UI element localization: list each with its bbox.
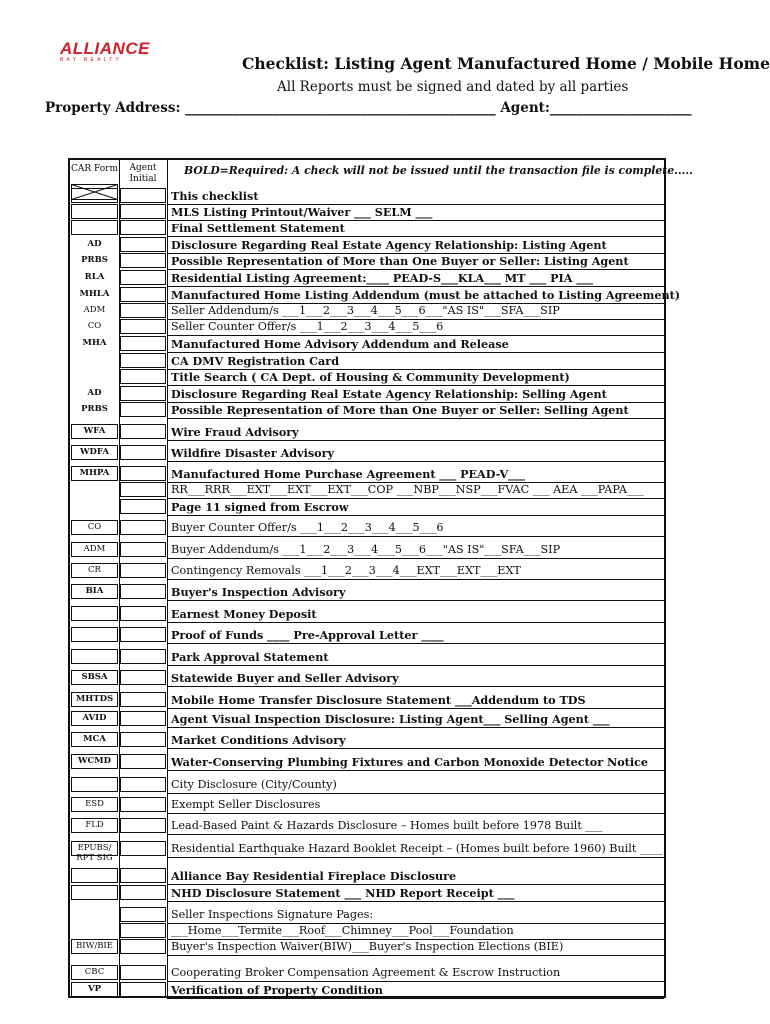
checklist-item: Wildfire Disaster Advisory — [171, 446, 335, 460]
agent-initial-box[interactable] — [120, 445, 166, 460]
car-form-code: PRBS — [81, 255, 108, 265]
logo-tagline: BAY REALTY — [60, 57, 123, 63]
checklist-item: Title Search ( CA Dept. of Housing & Community Development) — [171, 370, 570, 384]
car-form-code: VP — [88, 984, 101, 994]
car-form-box — [71, 982, 118, 997]
car-form-box — [71, 188, 118, 203]
car-form-code: ESD — [85, 799, 104, 809]
checklist-item: Water-Conserving Plumbing Fixtures and Carbon Monoxide Detector Notice — [171, 755, 649, 769]
row-separator — [167, 579, 664, 580]
checklist-item: Alliance Bay Residential Fireplace Disclosure — [171, 869, 457, 883]
car-form-box — [71, 885, 118, 900]
car-form-code: ADM — [83, 305, 106, 315]
checklist-item: Final Settlement Statement — [171, 221, 345, 235]
car-form-code: CO — [87, 321, 102, 331]
row-separator — [167, 622, 664, 623]
checklist-item: Manufactured Home Advisory Addendum and Release — [171, 337, 509, 351]
row-separator — [167, 440, 664, 441]
row-separator — [167, 770, 664, 771]
property-address-line: Property Address: ______________________________________________ Agent:_____________________ — [45, 100, 692, 116]
agent-initial-box[interactable] — [120, 606, 166, 621]
agent-initial-box[interactable] — [120, 220, 166, 235]
agent-initial-box[interactable] — [120, 353, 166, 368]
checklist-table — [68, 158, 693, 998]
checklist-item: Buyer's Inspection Advisory — [171, 585, 346, 599]
checklist-item: Possible Representation of More than One Buyer or Seller: Selling Agent — [171, 403, 629, 417]
car-form-box — [71, 563, 118, 578]
car-form-code: WCMD — [77, 756, 112, 766]
car-form-code: WFA — [83, 426, 106, 436]
agent-initial-box[interactable] — [120, 336, 166, 351]
car-form-box — [71, 797, 118, 812]
agent-initial-box[interactable] — [120, 818, 166, 833]
checklist-item: Cooperating Broker Compensation Agreement & Escrow Instruction — [171, 966, 561, 979]
checklist-item: Residential Earthquake Hazard Booklet Receipt – (Homes built before 1960) Built ____ — [171, 842, 663, 855]
checklist-item: Verification of Property Condition — [171, 983, 383, 997]
agent-initial-box[interactable] — [120, 188, 166, 203]
car-form-code: AD — [87, 239, 102, 249]
agent-initial-box[interactable] — [120, 563, 166, 578]
row-separator — [167, 686, 664, 687]
checklist-item: Residential Listing Agreement:____ PEAD-S___KLA___ MT ___ PIA ___ — [171, 271, 594, 285]
car-form-code: RLA — [84, 272, 105, 282]
logo-name: ALLIANCE — [60, 39, 150, 58]
agent-initial-box[interactable] — [120, 520, 166, 535]
checklist-item: Seller Addendum/s ___1___2___3___4___5___6___"AS IS"___SFA___SIP — [171, 304, 560, 317]
checklist-item: Market Conditions Advisory — [171, 733, 346, 747]
agent-initial-box[interactable] — [120, 303, 166, 318]
agent-initial-box[interactable] — [120, 965, 166, 980]
agent-initial-box[interactable] — [120, 466, 166, 481]
checklist-item: Agent Visual Inspection Disclosure: Listing Agent___ Selling Agent ___ — [171, 712, 610, 726]
row-separator — [167, 461, 664, 462]
agent-initial-box[interactable] — [120, 939, 166, 954]
checklist-item: Proof of Funds ____ Pre-Approval Letter ____ — [171, 628, 444, 642]
checklist-item: MLS Listing Printout/Waiver ___ SELM ___ — [171, 205, 433, 219]
agent-initial-box[interactable] — [120, 907, 166, 922]
row-separator — [167, 600, 664, 601]
row-separator — [167, 901, 664, 902]
checklist-item: Buyer Counter Offer/s ___1___2___3___4___5___6 — [171, 521, 444, 534]
agent-initial-box[interactable] — [120, 482, 166, 497]
agent-initial-box[interactable] — [120, 204, 166, 219]
row-separator — [167, 834, 664, 835]
checklist-item: Buyer Addendum/s ___1___2___3___4___5___6___"AS IS"___SFA___SIP — [171, 543, 561, 556]
checklist-item: Wire Fraud Advisory — [171, 425, 299, 439]
row-separator — [167, 286, 664, 287]
car-form-box — [71, 466, 118, 481]
row-separator — [167, 418, 664, 419]
row-separator — [167, 884, 664, 885]
car-form-box — [71, 627, 118, 642]
page-title: Checklist: Listing Agent Manufactured Home / Mobile Home — [242, 54, 770, 73]
checklist-item: Seller Counter Offer/s ___1___2___3___4___5___6 — [171, 320, 444, 333]
car-form-box — [71, 868, 118, 883]
car-form-code: AVID — [82, 713, 107, 723]
row-separator — [167, 727, 664, 728]
car-form-box — [71, 939, 118, 954]
agent-initial-box[interactable] — [120, 319, 166, 334]
car-form-box — [71, 220, 118, 235]
checklist-item: Disclosure Regarding Real Estate Agency Relationship: Listing Agent — [171, 238, 607, 252]
agent-initial-box[interactable] — [120, 754, 166, 769]
checklist-item: Buyer's Inspection Waiver(BIW)___Buyer's Inspection Elections (BIE) — [171, 940, 564, 953]
car-form-code: MCA — [83, 734, 106, 744]
car-form-code: AD — [87, 388, 102, 398]
car-form-code: CO — [87, 522, 102, 532]
checklist-item: Seller Inspections Signature Pages: — [171, 908, 374, 921]
page-subtitle: All Reports must be signed and dated by all parties — [277, 79, 629, 95]
checklist-item: Park Approval Statement — [171, 650, 329, 664]
row-separator — [167, 558, 664, 559]
agent-initial-box[interactable] — [120, 253, 166, 268]
checklist-item: City Disclosure (City/County) — [171, 778, 337, 791]
car-form-box — [71, 732, 118, 747]
car-form-box — [71, 649, 118, 664]
car-form-code: WDFA — [79, 447, 110, 457]
car-form-box — [71, 424, 118, 439]
row-separator — [167, 955, 664, 956]
agent-initial-box[interactable] — [120, 237, 166, 252]
alliance-logo — [60, 40, 156, 63]
checklist-item: Disclosure Regarding Real Estate Agency Relationship: Selling Agent — [171, 387, 607, 401]
car-form-code: BIA — [85, 586, 104, 596]
car-form-code: MHTDS — [75, 694, 114, 704]
car-form-box — [71, 841, 118, 856]
agent-initial-box[interactable] — [120, 692, 166, 707]
checklist-item: Mobile Home Transfer Disclosure Statement ___Addendum to TDS — [171, 693, 586, 707]
car-form-box — [71, 692, 118, 707]
row-separator — [167, 665, 664, 666]
car-form-box — [71, 606, 118, 621]
agent-initial-box[interactable] — [120, 841, 166, 856]
car-form-box — [71, 584, 118, 599]
car-form-box — [71, 711, 118, 726]
row-separator — [167, 515, 664, 516]
bold-required-note: BOLD=Required: A check will not be issued until the transaction file is complete..... — [184, 164, 693, 177]
agent-initial-box[interactable] — [120, 402, 166, 417]
car-form-code: ADM — [83, 544, 106, 554]
checklist-item: NHD Disclosure Statement ___ NHD Report Receipt ___ — [171, 886, 515, 900]
car-form-code: SBSA — [81, 672, 108, 682]
agent-initial-box[interactable] — [120, 732, 166, 747]
row-separator — [167, 998, 664, 999]
agent-initial-box[interactable] — [120, 270, 166, 285]
row-separator — [167, 748, 664, 749]
car-form-box — [71, 520, 118, 535]
checklist-item: Contingency Removals ___1___2___3___4___EXT___EXT___EXT — [171, 564, 521, 577]
checklist-item: Earnest Money Deposit — [171, 607, 317, 621]
agent-initial-box[interactable] — [120, 369, 166, 384]
agent-initial-box[interactable] — [120, 584, 166, 599]
agent-initial-box[interactable] — [120, 982, 166, 997]
checklist-item: This checklist — [171, 189, 259, 203]
agent-initial-box[interactable] — [120, 386, 166, 401]
checklist-item: Page 11 signed from Escrow — [171, 500, 349, 514]
agent-initial-box[interactable] — [120, 923, 166, 938]
car-form-box — [71, 204, 118, 219]
checklist-item: CA DMV Registration Card — [171, 354, 340, 368]
car-form-code: CBC — [84, 967, 105, 977]
car-form-code: MHA — [82, 338, 107, 348]
checklist-item: Manufactured Home Purchase Agreement ___ PEAD-V___ — [171, 467, 525, 481]
row-separator — [167, 269, 664, 270]
checklist-item: Statewide Buyer and Seller Advisory — [171, 671, 399, 685]
agent-initial-box[interactable] — [120, 711, 166, 726]
agent-initial-box[interactable] — [120, 670, 166, 685]
agent-initial-box[interactable] — [120, 868, 166, 883]
checklist-item: Possible Representation of More than One Buyer or Seller: Listing Agent — [171, 254, 629, 268]
row-separator — [167, 236, 664, 237]
agent-initial-box[interactable] — [120, 797, 166, 812]
car-form-code: FLD — [85, 820, 104, 830]
agent-initial-box[interactable] — [120, 542, 166, 557]
car-form-code: MHLA — [79, 289, 110, 299]
row-separator — [167, 793, 664, 794]
checklist-item: Manufactured Home Listing Addendum (must be attached to Listing Agreement) — [171, 288, 681, 302]
car-form-code: CR — [88, 565, 101, 575]
row-separator — [167, 643, 664, 644]
row-separator — [167, 498, 664, 499]
car-form-box — [71, 965, 118, 980]
row-separator — [167, 813, 664, 814]
checklist-item: RR___RRR___EXT___EXT___EXT___COP ___NBP___NSP___FVAC ___ AEA ___PAPA___ — [171, 483, 644, 496]
car-form-code: EPUBS/ RPT SIG — [76, 843, 113, 863]
car-form-box — [71, 445, 118, 460]
row-separator — [167, 352, 664, 353]
car-form-code: BIW/BIE — [75, 941, 113, 951]
car-form-code: MHPA — [79, 468, 110, 478]
agent-initial-header: Agent Initial — [129, 163, 157, 184]
agent-initial-box[interactable] — [120, 424, 166, 439]
car-form-box — [71, 818, 118, 833]
row-separator — [167, 857, 664, 858]
car-form-box — [71, 777, 118, 792]
car-form-box — [71, 670, 118, 685]
car-form-header: CAR Form — [70, 164, 119, 174]
car-form-box — [71, 542, 118, 557]
row-separator — [167, 536, 664, 537]
checklist-item: Exempt Seller Disclosures — [171, 798, 321, 811]
agent-initial-box[interactable] — [120, 287, 166, 302]
row-separator — [167, 981, 664, 982]
agent-initial-box[interactable] — [120, 499, 166, 514]
agent-initial-box[interactable] — [120, 627, 166, 642]
row-separator — [167, 385, 664, 386]
car-form-code: PRBS — [81, 404, 108, 414]
car-form-box — [71, 754, 118, 769]
row-separator — [167, 708, 664, 709]
row-separator — [167, 335, 664, 336]
agent-initial-box[interactable] — [120, 777, 166, 792]
agent-initial-box[interactable] — [120, 885, 166, 900]
agent-initial-box[interactable] — [120, 649, 166, 664]
checklist-item: ___Home___Termite___Roof___Chimney___Pool___Foundation — [171, 924, 514, 937]
checklist-item: Lead-Based Paint & Hazards Disclosure – Homes built before 1978 Built ___ — [171, 819, 603, 832]
